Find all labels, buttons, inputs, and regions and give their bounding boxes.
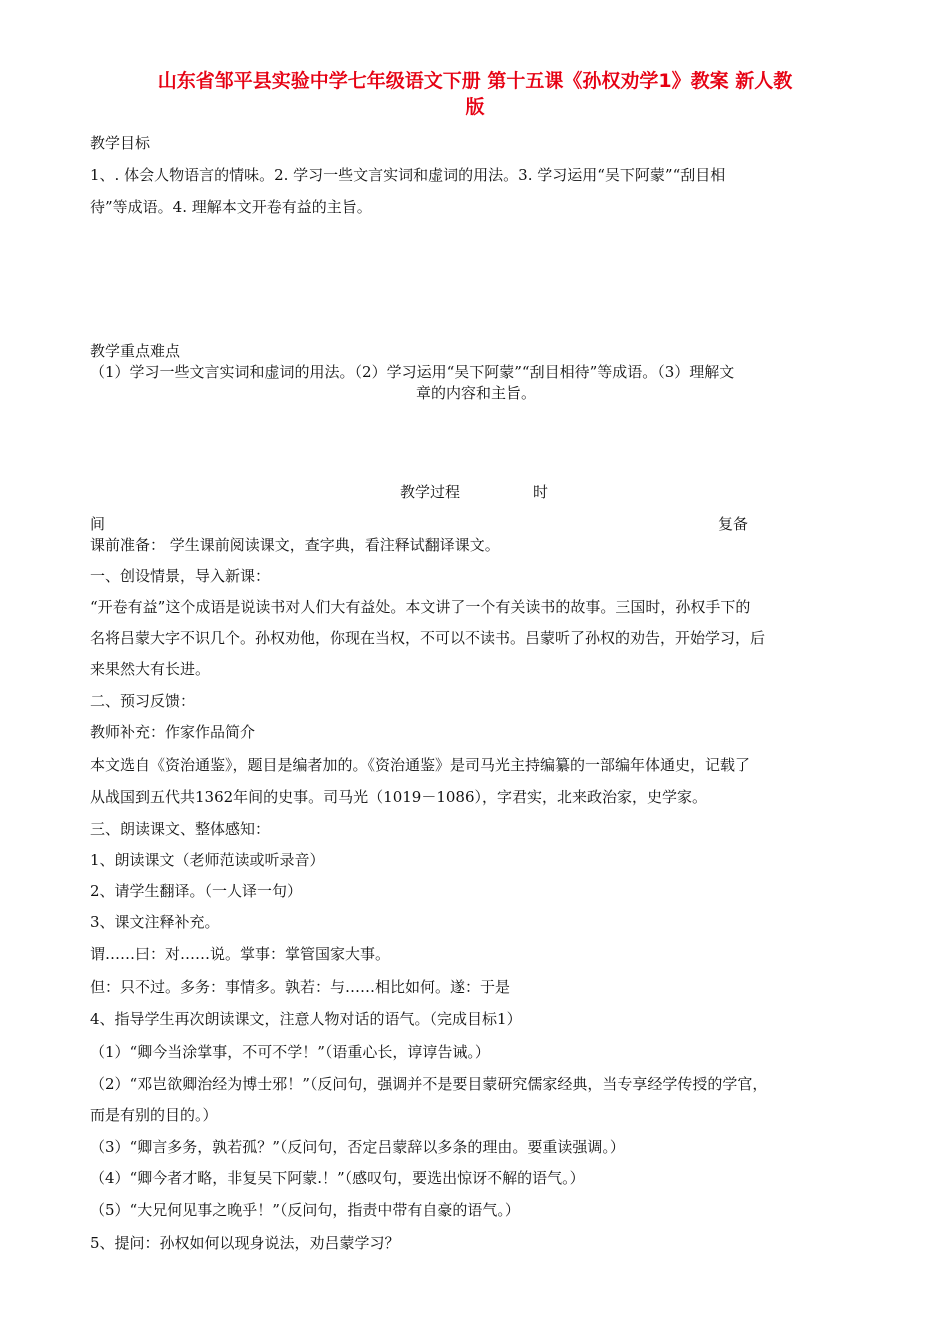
process-time-cont: 间: [90, 515, 106, 533]
quote-1: （1）“卿今当涂掌事，不可不学！”（语重心长，谆谆告诫。）: [90, 1043, 490, 1061]
title-line-2: 版: [465, 96, 485, 118]
step3-item-1: 1、朗读课文（老师范读或听录音）: [90, 851, 325, 869]
step3-item-5: 5、提问：孙权如何以现身说法，劝吕蒙学习？: [90, 1234, 400, 1252]
step3-item-4: 4、指导学生再次朗读课文，注意人物对话的语气。（完成目标1）: [90, 1010, 522, 1028]
quote-4: （4）“卿今者才略，非复吴下阿蒙.！”（感叹句，要选出惊讶不解的语气。）: [90, 1169, 585, 1187]
step3-item-2: 2、请学生翻译。（一人译一句）: [90, 882, 303, 900]
notes-line-2: 但：只不过。多务：事情多。孰若：与……相比如何。遂：于是: [90, 978, 511, 996]
quote-3: （3）“卿言多务，孰若孤？”（反问句，否定吕蒙辞以多条的理由。要重读强调。）: [90, 1138, 625, 1156]
step3-heading: 三、朗读课文、整体感知：: [90, 820, 271, 838]
step3-item-3: 3、课文注释补充。: [90, 913, 220, 931]
document-title: [90, 68, 860, 120]
objectives-line-1: 1、. 体会人物语言的情味。2. 学习一些文言实词和虚词的用法。3. 学习运用“吴下阿蒙”“刮目相: [90, 166, 726, 184]
prep-line: 课前准备： 学生课前阅读课文，查字典，看注释试翻译课文。: [90, 536, 500, 554]
step1-para-line-1: “开卷有益”这个成语是说读书对人们大有益处。本文讲了一个有关读书的故事。三国时，孙权手下的: [90, 598, 751, 616]
step1-para-line-3: 来果然大有长进。: [90, 660, 211, 678]
title-line-1: 山东省邹平县实验中学七年级语文下册 第十五课《孙权劝学1》教案 新人教: [157, 70, 793, 92]
process-heading: 教学过程: [400, 483, 461, 501]
quote-2-line-2: 而是有别的目的。）: [90, 1106, 218, 1124]
step2-subheading: 教师补充：作家作品简介: [90, 723, 256, 741]
step2-para-line-2: 从战国到五代共1362年间的史事。司马光（1019－1086），字君实，北来政治家，史学家。: [90, 788, 708, 806]
step1-para-line-2: 名将吕蒙大字不识几个。孙权劝他，你现在当权，不可以不读书。吕蒙听了孙权的劝告，开始学习，后: [90, 629, 766, 647]
step1-heading: 一、创设情景，导入新课：: [90, 567, 271, 585]
step2-heading: 二、预习反馈：: [90, 692, 196, 710]
quote-2-line-1: （2）“邓岂欲卿治经为博士邪！”（反问句，强调并不是要目蒙研究儒家经典，当专享经学传授的学官，: [90, 1075, 768, 1093]
process-time-label: 时: [533, 483, 549, 501]
objectives-heading: 教学目标: [90, 134, 151, 152]
keypoints-line-1: （1）学习一些文言实词和虚词的用法。（2）学习运用“吴下阿蒙”“刮目相待”等成语。（3）理解文: [90, 363, 735, 381]
step2-para-line-1: 本文选自《资治通鉴》，题目是编者加的。《资治通鉴》是司马光主持编纂的一部编年体通史，记载了: [90, 756, 751, 774]
objectives-line-2: 待”等成语。4. 理解本文开卷有益的主旨。: [90, 198, 372, 216]
keypoints-heading: 教学重点难点: [90, 342, 181, 360]
quote-5: （5）“大兄何见事之晚乎！”（反问句，指责中带有自豪的语气。）: [90, 1201, 520, 1219]
keypoints-line-2: 章的内容和主旨。: [415, 384, 536, 402]
process-review-label: 复备: [718, 515, 749, 533]
notes-line-1: 谓……曰：对……说。掌事：掌管国家大事。: [90, 945, 391, 963]
